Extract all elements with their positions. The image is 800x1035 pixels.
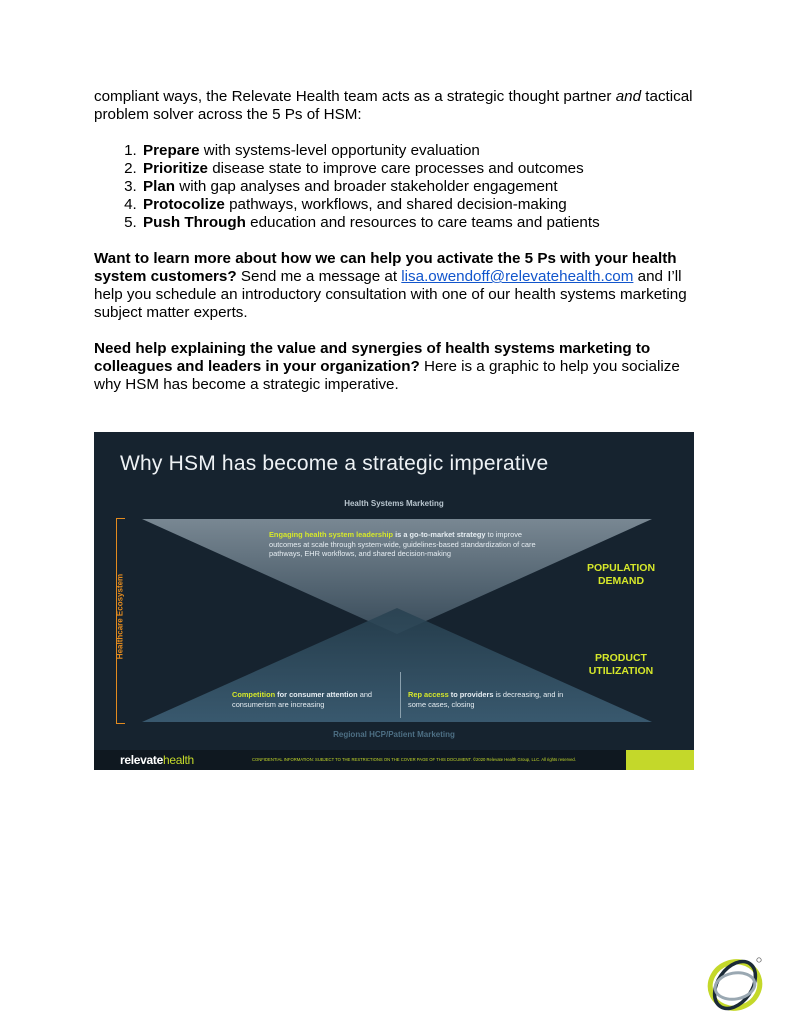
- bold-text: for consumer attention: [275, 690, 358, 699]
- body-text: is decreasing, and in some cases, closing: [408, 690, 564, 709]
- intro-text-2: tactical problem solver across the 5 Ps of HSM:: [94, 88, 693, 123]
- intro-paragraph: [94, 88, 694, 124]
- list-item-desc: pathways, workflows, and shared decision-making: [224, 196, 567, 213]
- list-item: [141, 178, 694, 196]
- list-item: [141, 160, 694, 178]
- list-item-term: Prioritize: [143, 160, 208, 177]
- list-item: [141, 196, 694, 214]
- bottom-label: Regional HCP/Patient Marketing: [333, 730, 455, 739]
- bottom-right-text: [408, 690, 578, 710]
- top-label: Health Systems Marketing: [344, 499, 444, 508]
- side-label: Healthcare Ecosystem: [115, 573, 125, 660]
- highlight-text: Engaging health system leadership: [269, 530, 394, 539]
- footer-accent: [626, 750, 694, 770]
- intro-text: compliant ways, the Relevate Health team acts as a strategic thought partner: [94, 88, 616, 105]
- hsm-graphic: [94, 432, 694, 770]
- cta-heading-2: Need help explaining the value and synergies of health systems marketing to colleagues and leaders in your organization?: [94, 340, 651, 375]
- cta-paragraph-graphic: [94, 340, 694, 394]
- body-text: and consumerism are increasing: [232, 690, 373, 709]
- document-body: [94, 88, 694, 394]
- logo-thin: health: [162, 753, 194, 767]
- relevate-health-logo: [120, 753, 194, 767]
- body-text: to improve outcomes at scale through system-wide, guidelines-based standardization of care pathways, EHR workflows, and shared decision-making: [269, 530, 536, 558]
- intro-italic: and: [615, 88, 642, 105]
- list-item-desc: disease state to improve care processes and outcomes: [208, 160, 584, 177]
- email-link[interactable]: lisa.owendoff@relevatehealth.com: [401, 268, 634, 285]
- population-demand-label: POPULATION DEMAND: [586, 562, 656, 587]
- list-item-desc: with systems-level opportunity evaluation: [199, 142, 480, 159]
- bold-text: is a go-to-market strategy: [393, 530, 486, 539]
- bold-text: to providers: [448, 690, 494, 699]
- confidential-notice: CONFIDENTIAL INFORMATION: SUBJECT TO THE RESTRICTIONS ON THE COVER PAGE OF THIS DOCUMENT. ©2020 Relevate Health Group, LLC. All rights reserved.: [252, 757, 576, 762]
- product-utilization-label: PRODUCT UTILIZATION: [588, 652, 654, 677]
- relevate-health-orbit-logo-icon: [704, 954, 766, 1014]
- list-item: [141, 214, 694, 232]
- cta-text-2: and I’ll help you schedule an introductory consultation with one of our health systems marketing subject matter experts.: [94, 268, 687, 321]
- list-item-term: Push Through: [143, 214, 246, 231]
- list-item-desc: education and resources to care teams and patients: [245, 214, 600, 231]
- cta-heading: Want to learn more about how we can help you activate the 5 Ps with your health system customers?: [94, 250, 677, 285]
- list-item-term: Plan: [143, 178, 176, 195]
- divider: [400, 672, 401, 718]
- bottom-left-text: [232, 690, 394, 710]
- logo-bold: relevate: [120, 753, 163, 767]
- list-item: [141, 142, 694, 160]
- graphic-footer: [94, 750, 694, 770]
- cta-text-3: Here is a graphic to help you socialize why HSM has become a strategic imperative.: [94, 358, 680, 393]
- five-ps-list: [94, 142, 694, 232]
- highlight-text: Rep access: [408, 690, 449, 699]
- list-item-term: Prepare: [143, 142, 200, 159]
- triangle-diagram: [94, 432, 694, 750]
- list-item-term: Protocolize: [143, 196, 225, 213]
- cta-text: Send me a message at: [236, 268, 402, 285]
- cta-paragraph-contact: [94, 250, 694, 322]
- graphic-title: Why HSM has become a strategic imperative: [120, 452, 549, 475]
- top-triangle-text: [269, 530, 544, 559]
- list-item-desc: with gap analyses and broader stakeholder engagement: [175, 178, 558, 195]
- highlight-text: Competition: [232, 690, 276, 699]
